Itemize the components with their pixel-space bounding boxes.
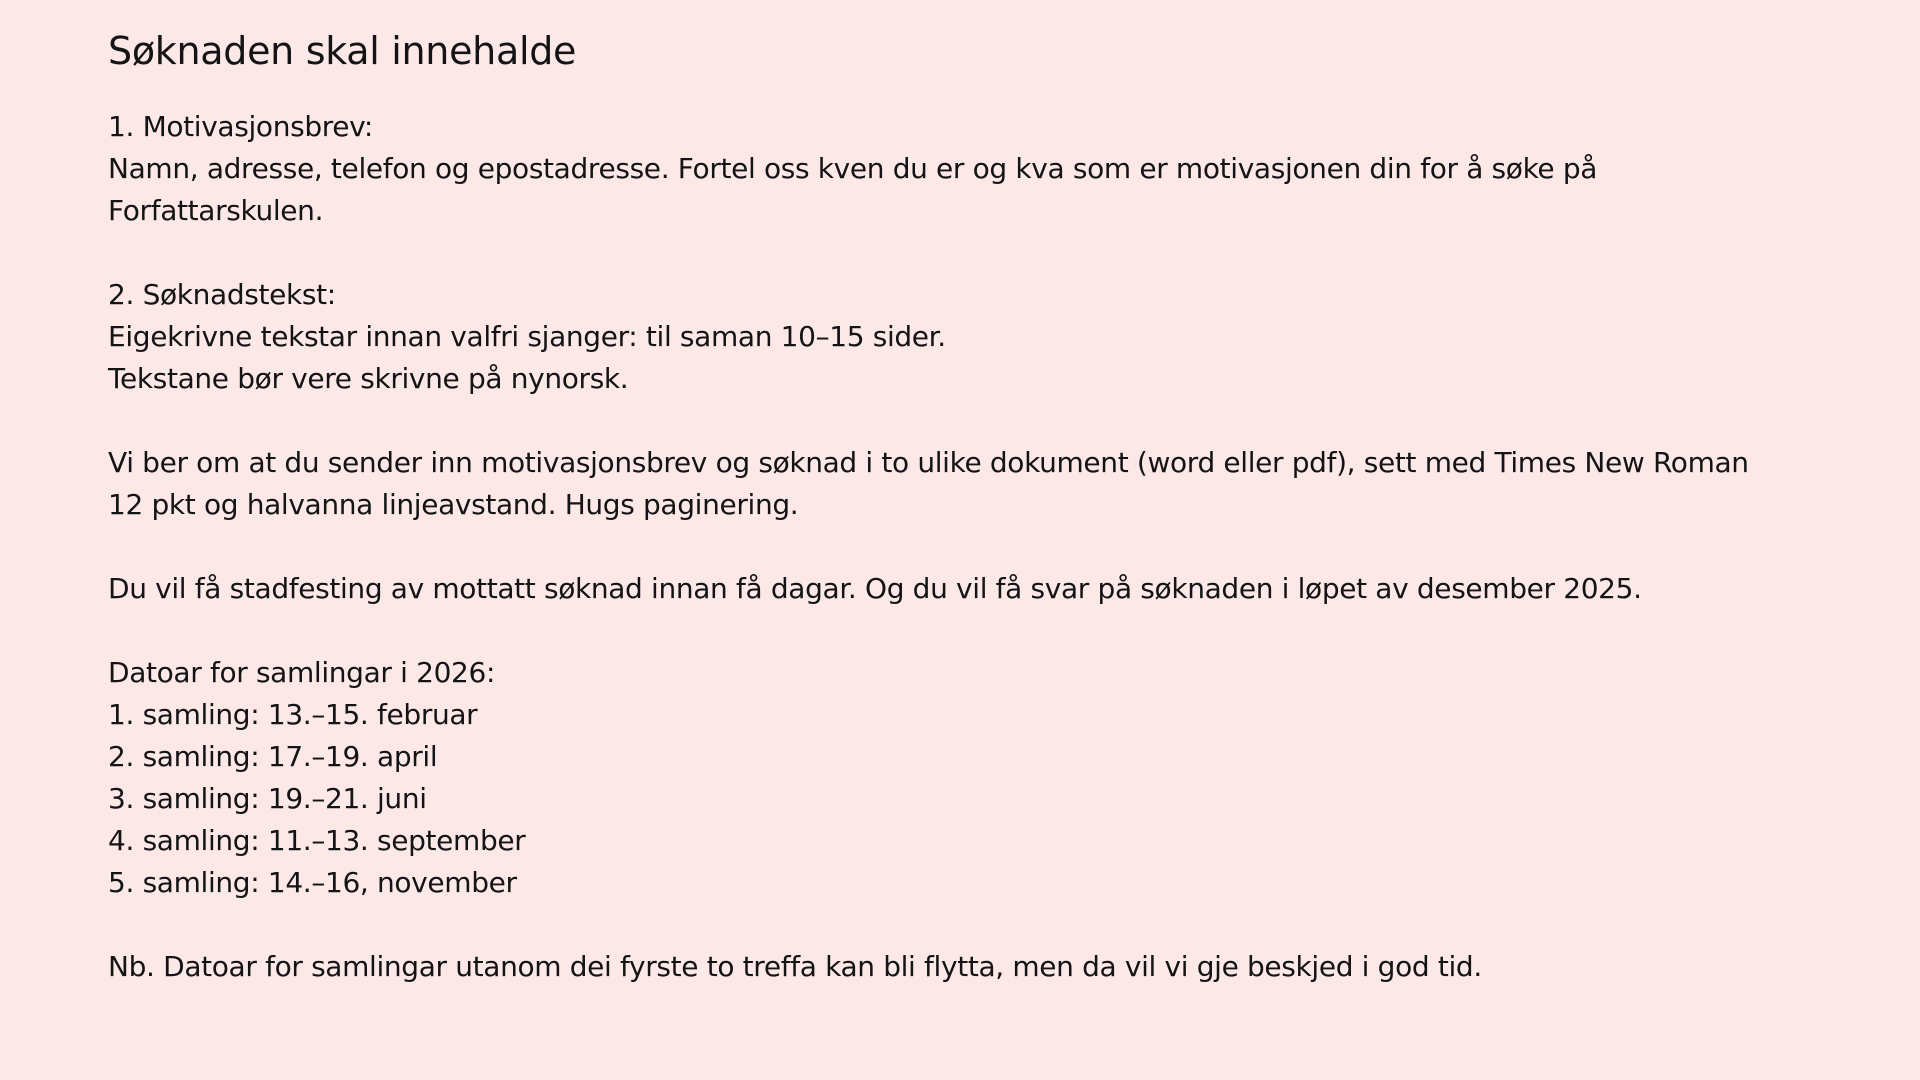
confirmation-note [108,568,1828,610]
spacer [108,526,1828,568]
date-item-4: 4. samling: 11.–13. september [108,824,526,857]
date-item-5: 5. samling: 14.–16, november [108,866,517,899]
format-note [108,442,1828,526]
dates-heading: Datoar for samlingar i 2026: [108,656,496,689]
confirmation-note-line: Du vil få stadfesting av mottatt søknad innan få dagar. Og du vil få svar på søknaden i løpet av desember 2025. [108,572,1642,605]
date-item-3: 3. samling: 19.–21. juni [108,782,427,815]
document-content [108,20,1828,988]
page-title: Søknaden skal innehalde [108,29,577,73]
spacer [108,610,1828,652]
dates-section [108,652,1828,904]
spacer [108,82,1828,106]
date-item-1: 1. samling: 13.–15. februar [108,698,478,731]
format-note-line-2: 12 pkt og halvanna linjeavstand. Hugs paginering. [108,488,799,521]
spacer [108,904,1828,946]
nb-note-line: Nb. Datoar for samlingar utanom dei fyrste to treffa kan bli flytta, men da vil vi gje beskjed i god tid. [108,950,1482,983]
motivation-line-1: Namn, adresse, telefon og epostadresse. Fortel oss kven du er og kva som er motivasjonen din for å søke på [108,152,1598,185]
format-note-line-1: Vi ber om at du sender inn motivasjonsbrev og søknad i to ulike dokument (word eller pdf), sett med Times New Roman [108,446,1749,479]
spacer [108,232,1828,274]
date-item-2: 2. samling: 17.–19. april [108,740,438,773]
application-text-line-1: Eigekrivne tekstar innan valfri sjanger: til saman 10–15 sider. [108,320,946,353]
application-text-line-2: Tekstane bør vere skrivne på nynorsk. [108,362,629,395]
spacer [108,400,1828,442]
document-body [108,106,1828,988]
section-heading-application-text: 2. Søknadstekst: [108,278,336,311]
section-heading-motivation: 1. Motivasjonsbrev: [108,110,373,143]
motivation-line-2: Forfattarskulen. [108,194,324,227]
section-motivation-letter [108,106,1828,232]
nb-note [108,946,1828,988]
section-application-text [108,274,1828,400]
